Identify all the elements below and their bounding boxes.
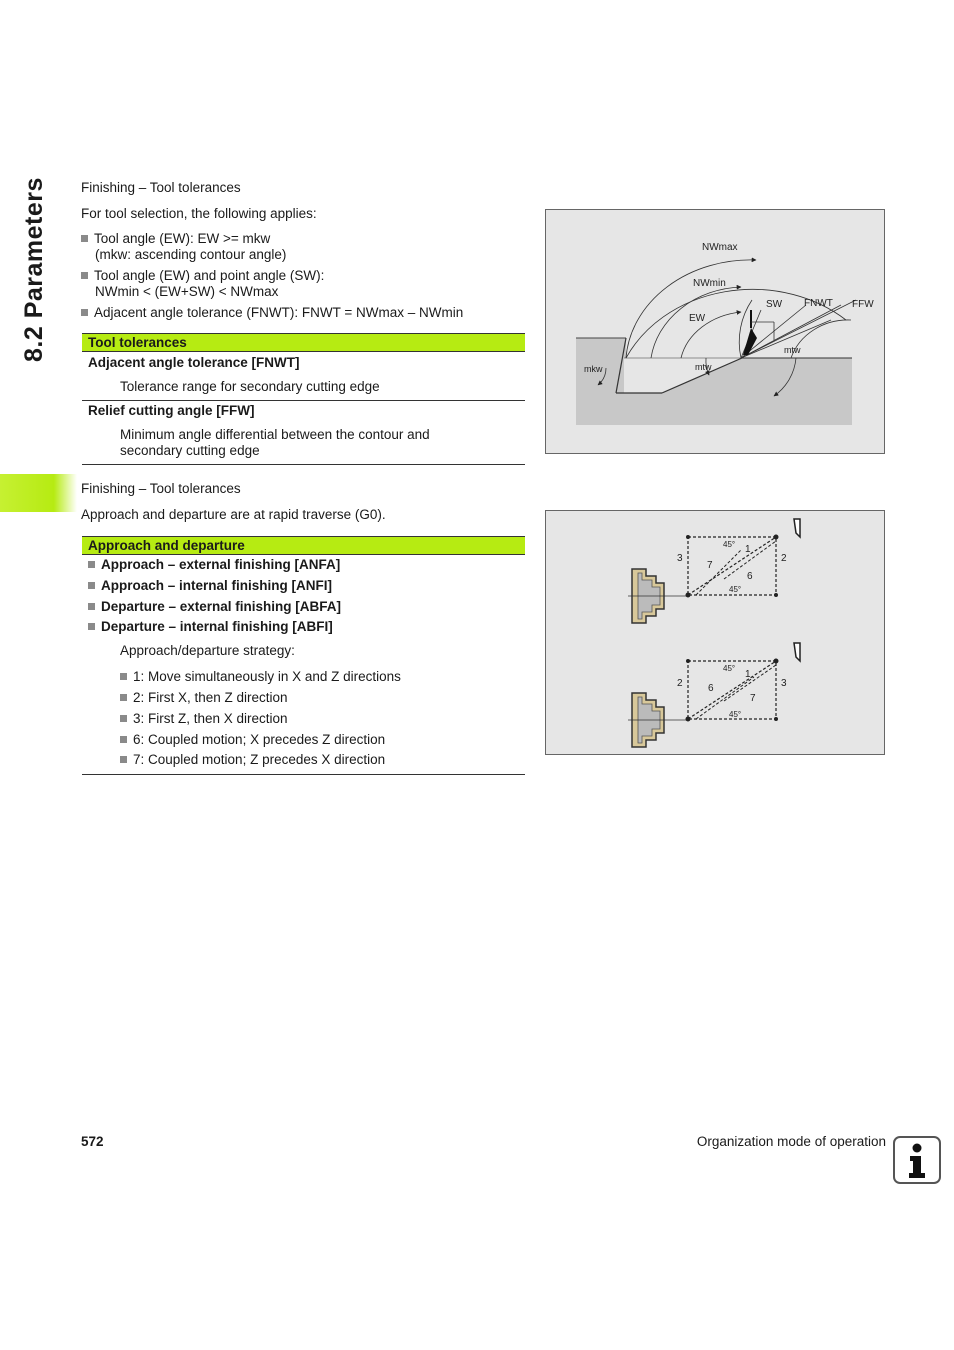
table-header-tool-tolerances: Tool tolerances xyxy=(82,333,525,352)
bullet-1-cont: (mkw: ascending contour angle) xyxy=(95,247,287,262)
param-desc-ffw-2: secondary cutting edge xyxy=(120,443,260,458)
label-top-c: 6 xyxy=(747,571,753,582)
param-desc-ffw-1: Minimum angle differential between the contour and xyxy=(120,427,430,442)
label-top-a: 7 xyxy=(707,560,713,571)
param-desc-fnwt: Tolerance range for secondary cutting edge xyxy=(120,379,380,394)
bullet-3: Adjacent angle tolerance (FNWT): FNWT = NWmax – NWmin xyxy=(81,305,463,321)
label-bottom-right: 3 xyxy=(781,678,787,689)
label-bottom-angle-2: 45° xyxy=(729,710,742,719)
intro-title-1: Finishing – Tool tolerances xyxy=(81,180,241,195)
table-header-approach: Approach and departure xyxy=(82,536,525,555)
label-ffw: FFW xyxy=(852,299,874,310)
label-mtw-2: mtw xyxy=(784,345,801,355)
chapter-marker xyxy=(0,474,77,512)
label-bottom-angle-1: 45° xyxy=(723,664,736,673)
strategy-item: 6: Coupled motion; X precedes Z direction xyxy=(120,732,385,748)
page-number: 572 xyxy=(81,1134,104,1149)
label-top-b: 1 xyxy=(745,544,751,555)
param-name-fnwt: Adjacent angle tolerance [FNWT] xyxy=(88,355,300,370)
param-anfi: Approach – internal finishing [ANFI] xyxy=(88,578,332,594)
label-bottom-left: 2 xyxy=(677,678,683,689)
strategy-item: 3: First Z, then X direction xyxy=(120,711,288,727)
label-bottom-c: 7 xyxy=(750,693,756,704)
param-abfi: Departure – internal finishing [ABFI] xyxy=(88,619,333,635)
section-tab-label: 8.2 Parameters xyxy=(20,177,48,362)
param-name-ffw: Relief cutting angle [FFW] xyxy=(88,403,255,418)
intro-text-2: Approach and departure are at rapid traverse (G0). xyxy=(81,507,386,522)
table-bottom-rule xyxy=(82,774,525,775)
table-bottom-rule xyxy=(82,464,525,465)
label-ew: EW xyxy=(689,313,706,324)
strategy-item: 7: Coupled motion; Z precedes X direction xyxy=(120,752,385,768)
label-mkw: mkw xyxy=(584,364,603,374)
param-abfa: Departure – external finishing [ABFA] xyxy=(88,599,341,615)
label-top-left: 3 xyxy=(677,553,683,564)
label-top-angle-2: 45° xyxy=(729,585,742,594)
intro-title-2: Finishing – Tool tolerances xyxy=(81,481,241,496)
strategy-item: 1: Move simultaneously in X and Z directions xyxy=(120,669,401,685)
label-bottom-b: 1 xyxy=(745,669,751,680)
workpiece-top xyxy=(628,569,688,623)
label-top-angle-1: 45° xyxy=(723,540,736,549)
table-divider xyxy=(82,400,525,401)
bullet-1: Tool angle (EW): EW >= mkw xyxy=(81,231,270,247)
tool-tolerance-diagram xyxy=(546,210,884,453)
label-sw: SW xyxy=(766,299,783,310)
footer-title: Organization mode of operation xyxy=(696,1134,886,1149)
intro-text-1: For tool selection, the following applies: xyxy=(81,206,317,221)
bullet-2-cont: NWmin < (EW+SW) < NWmax xyxy=(95,284,279,299)
label-fnwt: FNWT xyxy=(804,298,833,309)
section-tab xyxy=(14,177,54,370)
tool-tolerance-figure xyxy=(545,209,885,454)
label-bottom-a: 6 xyxy=(708,683,714,694)
strategy-label: Approach/departure strategy: xyxy=(120,643,295,658)
workpiece-bottom xyxy=(628,693,688,747)
label-top-right: 2 xyxy=(781,553,787,564)
label-nwmin: NWmin xyxy=(693,278,726,289)
bullet-2: Tool angle (EW) and point angle (SW): xyxy=(81,268,324,284)
strategy-item: 2: First X, then Z direction xyxy=(120,690,288,706)
info-icon xyxy=(893,1136,941,1184)
param-anfa: Approach – external finishing [ANFA] xyxy=(88,557,340,573)
approach-departure-figure xyxy=(545,510,885,755)
approach-departure-diagram xyxy=(546,511,884,754)
label-mtw-1: mtw xyxy=(695,362,712,372)
label-nwmax: NWmax xyxy=(702,242,738,253)
